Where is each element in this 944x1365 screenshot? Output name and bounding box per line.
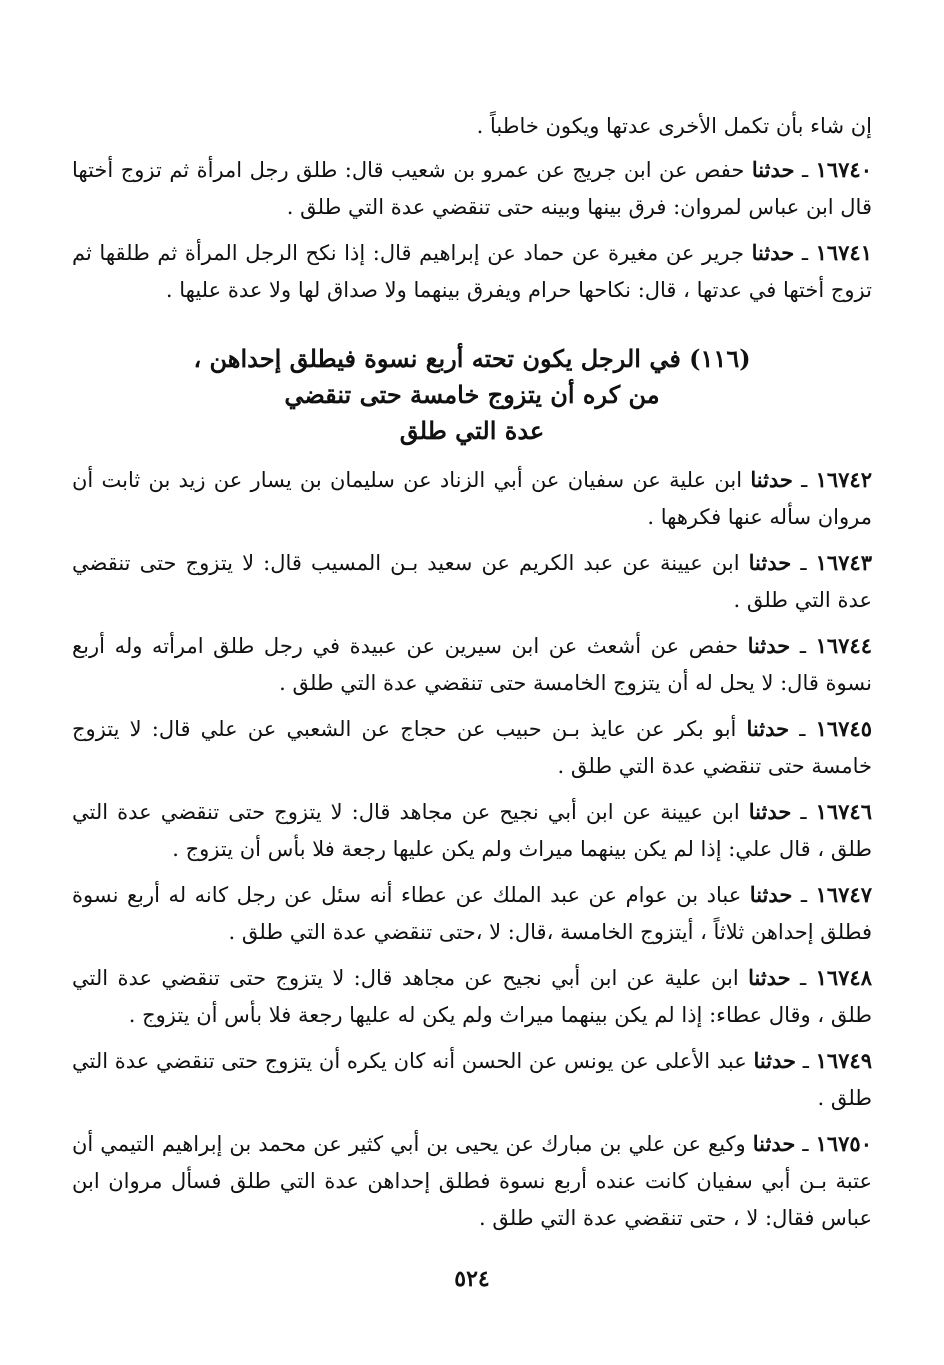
hadith-paragraph: ١٦٧٤٣ ـ حدثنا ابن عيينة عن عبد الكريم عن سعيد بـن المسيب قال: لا يتزوج حتى تنقضي عدة التي طلق . <box>72 550 872 612</box>
hadith-paragraph: ١٦٧٥٠ ـ حدثنا وكيع عن علي بن مبارك عن يحيى بن أبي كثير عن محمد بن إبراهيم التيمي أن عتبة بـن أبي سفيان كانت عنده أربع نسوة فطلق إحداهن عدة التي طلق فسأل مروان ابن عباس فقال: لا ، حتى تنقضي عدة التي طلق . <box>72 1131 872 1230</box>
hadith-paragraph: ١٦٧٤١ ـ حدثنا جرير عن مغيرة عن حماد عن إبراهيم قال: إذا نكح الرجل المرأة ثم طلقها ثم تزوج أختها في عدتها ، قال: نكاحها حرام ويفرق بينهما ولا صداق لها ولا عدة عليها . <box>72 240 872 302</box>
hadith-lead: حدثنا <box>749 882 793 907</box>
hadith-text: حفص عن ابن جريج عن عمرو بن شعيب قال: طلق رجل امرأة ثم تزوج أختها قال ابن عباس لمروان: فرق بينها وبينه حتى تنقضي عدة التي طلق . <box>72 158 872 219</box>
hadith-number: ١٦٧٤١ <box>815 240 872 265</box>
chapter-heading-line-3: عدة التي طلق <box>399 416 545 445</box>
hadith-paragraph: ١٦٧٤٥ ـ حدثنا أبو بكر عن عايذ بـن حبيب عن حجاج عن الشعبي عن علي قال: لا يتزوج خامسة حتى تنقضي عدة التي طلق . <box>72 716 872 778</box>
hadith-paragraph: ١٦٧٤٦ ـ حدثنا ابن عيينة عن ابن أبي نجيح عن مجاهد قال: لا يتزوج حتى تنقضي عدة التي طلق ، قال علي: إذا لم يكن بينهما ميراث ولم يكن عليها رجعة فلا بأس أن يتزوج . <box>72 799 872 861</box>
hadith-text: عبد الأعلى عن يونس عن الحسن أنه كان يكره أن يتزوج حتى تنقضي عدة التي طلق . <box>72 1049 872 1110</box>
hadith-lead: حدثنا <box>748 799 792 824</box>
intro-text: إن شاء بأن تكمل الأخرى عدتها ويكون خاطباً . <box>476 114 872 138</box>
hadith-text: ابن عيينة عن ابن أبي نجيح عن مجاهد قال: لا يتزوج حتى تنقضي عدة التي طلق ، قال علي: إذا لم يكن بينهما ميراث ولم يكن عليها رجعة فلا بأس أن يتزوج . <box>72 800 872 861</box>
chapter-heading-line-2: من كره أن يتزوج خامسة حتى تنقضي <box>284 380 660 409</box>
page-body <box>72 108 872 1237</box>
hadith-paragraph: ١٦٧٤٢ ـ حدثنا ابن علية عن سفيان عن أبي الزناد عن سليمان بن يسار عن زيد بن ثابت أن مروان سأله عنها فكرهها . <box>72 467 872 529</box>
hadith-text: حفص عن أشعث عن ابن سيرين عن عبيدة في رجل طلق امرأته وله أربع نسوة قال: لا يحل له أن يتزوج الخامسة حتى تنقضي عدة التي طلق . <box>72 634 872 695</box>
hadith-lead: حدثنا <box>746 716 790 741</box>
hadith-paragraph: ١٦٧٤٧ ـ حدثنا عباد بن عوام عن عبد الملك عن عطاء أنه سئل عن رجل كانه له أربع نسوة فطلق إحداهن ثلاثاً ، أيتزوج الخامسة ،قال: لا ،حتى تنقضي عدة التي طلق . <box>72 882 872 944</box>
intro-paragraph <box>72 108 872 145</box>
hadith-lead: حدثنا <box>752 1131 796 1156</box>
hadith-number: ١٦٧٤٥ <box>815 716 872 741</box>
page-number: ٥٢٤ <box>454 1266 490 1292</box>
hadith-number: ١٦٧٤٨ <box>815 965 872 990</box>
hadith-number: ١٦٧٤٦ <box>815 799 872 824</box>
hadith-paragraph: ١٦٧٤٩ ـ حدثنا عبد الأعلى عن يونس عن الحسن أنه كان يكره أن يتزوج حتى تنقضي عدة التي طلق . <box>72 1048 872 1110</box>
hadith-lead: حدثنا <box>750 467 793 492</box>
hadith-text: أبو بكر عن عايذ بـن حبيب عن حجاج عن الشعبي عن علي قال: لا يتزوج خامسة حتى تنقضي عدة التي طلق . <box>72 717 872 778</box>
hadith-lead: حدثنا <box>751 240 795 265</box>
hadith-number: ١٦٧٤٧ <box>815 882 872 907</box>
hadith-lead: حدثنا <box>748 550 792 575</box>
hadith-number: ١٦٧٤٩ <box>815 1048 872 1073</box>
hadith-number: ١٦٧٤٤ <box>815 633 872 658</box>
hadith-text: عباد بن عوام عن عبد الملك عن عطاء أنه سئل عن رجل كانه له أربع نسوة فطلق إحداهن ثلاثاً ، أيتزوج الخامسة ،قال: لا ،حتى تنقضي عدة التي طلق . <box>72 883 872 944</box>
hadith-paragraph: ١٦٧٤٠ ـ حدثنا حفص عن ابن جريج عن عمرو بن شعيب قال: طلق رجل امرأة ثم تزوج أختها قال ابن عباس لمروان: فرق بينها وبينه حتى تنقضي عدة التي طلق . <box>72 157 872 219</box>
hadith-lead: حدثنا <box>753 1048 797 1073</box>
chapter-heading-line-1: (١١٦) في الرجل يكون تحته أربع نسوة فيطلق إحداهن ، <box>193 344 751 373</box>
hadith-paragraph: ١٦٧٤٨ ـ حدثنا ابن علية عن ابن أبي نجيح عن مجاهد قال: لا يتزوج حتى تنقضي عدة التي طلق ، وقال عطاء: إذا لم يكن بينهما ميراث ولم يكن له عليها رجعة فلا بأس أن يتزوج . <box>72 965 872 1027</box>
hadith-text: ابن عيينة عن عبد الكريم عن سعيد بـن المسيب قال: لا يتزوج حتى تنقضي عدة التي طلق . <box>72 551 872 612</box>
hadith-number: ١٦٧٤٢ <box>815 467 872 492</box>
hadith-lead: حدثنا <box>747 633 791 658</box>
hadith-text: ابن علية عن ابن أبي نجيح عن مجاهد قال: لا يتزوج حتى تنقضي عدة التي طلق ، وقال عطاء: إذا لم يكن بينهما ميراث ولم يكن له عليها رجعة فلا بأس أن يتزوج . <box>72 966 872 1027</box>
hadith-number: ١٦٧٥٠ <box>815 1131 872 1156</box>
hadith-lead: حدثنا <box>748 965 791 990</box>
hadith-text: وكيع عن علي بن مبارك عن يحيى بن أبي كثير عن محمد بن إبراهيم التيمي أن عتبة بـن أبي سفيان كانت عنده أربع نسوة فطلق إحداهن عدة التي طلق فسأل مروان ابن عباس فقال: لا ، حتى تنقضي عدة التي طلق . <box>72 1132 872 1230</box>
hadith-text: ابن علية عن سفيان عن أبي الزناد عن سليمان بن يسار عن زيد بن ثابت أن مروان سأله عنها فكرهها . <box>72 468 872 529</box>
chapter-heading <box>72 341 872 449</box>
hadith-number: ١٦٧٤٠ <box>815 157 872 182</box>
hadith-paragraph: ١٦٧٤٤ ـ حدثنا حفص عن أشعث عن ابن سيرين عن عبيدة في رجل طلق امرأته وله أربع نسوة قال: لا يحل له أن يتزوج الخامسة حتى تنقضي عدة التي طلق . <box>72 633 872 695</box>
hadith-text: جرير عن مغيرة عن حماد عن إبراهيم قال: إذا نكح الرجل المرأة ثم طلقها ثم تزوج أختها في عدتها ، قال: نكاحها حرام ويفرق بينهما ولا صداق لها ولا عدة عليها . <box>72 241 872 302</box>
hadith-number: ١٦٧٤٣ <box>815 550 872 575</box>
hadith-lead: حدثنا <box>751 157 795 182</box>
